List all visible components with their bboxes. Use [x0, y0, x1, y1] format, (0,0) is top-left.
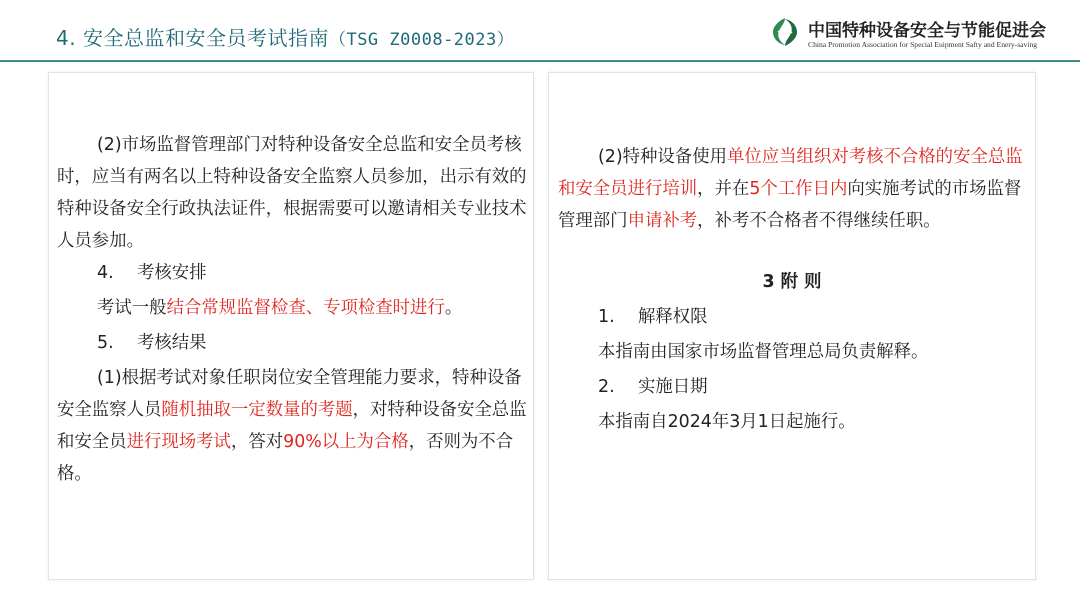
highlight-text: 进行现场考试 [126, 432, 231, 452]
text-segment: ，否则为不合格。 [57, 432, 514, 484]
retraining-paragraph [558, 141, 1028, 237]
list-item-exam-result [97, 327, 517, 359]
section-heading: 3 附 则 [762, 272, 822, 292]
highlight-text: 随机抽取一定数量的考题 [161, 400, 353, 420]
list-item-interpretation [598, 301, 1018, 333]
title-code: （TSG Z0008-2023） [328, 30, 515, 50]
exam-personnel-paragraph: (2)市场监督管理部门对特种设备安全总监和安全员考核时，应当有两名以上特种设备安全监察人员参加，出示有效的特种设备安全行政执法证件，根据需要可以邀请相关专业技术人员参加。 [57, 135, 527, 251]
text-segment: 向实施考试的市场监督管理部门 [558, 179, 1022, 231]
highlight-text: 90%以上为合格 [283, 432, 409, 452]
exam-arrangement-text [97, 292, 527, 324]
text-segment: 。 [444, 298, 463, 318]
text-segment: ，并在 [697, 179, 750, 199]
text-segment: (2)特种设备使用 [598, 147, 727, 167]
text-segment: (1)根据考试对象任职岗位安全管理能力要求，特种设备安全监察人员 [57, 368, 522, 420]
interpretation-text: 本指南由国家市场监督管理总局负责解释。 [598, 342, 929, 362]
list-number: 4. [97, 263, 114, 283]
list-label: 考核结果 [137, 333, 207, 353]
list-item-effective-date [598, 371, 1018, 403]
text-segment: ，对特种设备安全总监和安全员 [57, 400, 527, 452]
left-content-card [48, 72, 534, 580]
logo-emblem-icon [768, 16, 802, 48]
page-title [56, 22, 514, 51]
logo-english-name: China Promotion Association for Special Euipment Safty and Enery-saving [808, 40, 1038, 49]
highlight-text: 5个工作日内 [749, 179, 848, 199]
highlight-text: 单位应当组织对考核不合格的安全总监和安全员进行培训 [558, 147, 1023, 199]
list-number: 5. [97, 333, 114, 353]
exam-result-paragraph [57, 362, 527, 490]
header-divider [0, 60, 1080, 62]
list-number: 2. [598, 377, 615, 397]
list-label: 解释权限 [638, 307, 708, 327]
effective-date-text: 本指南自2024年3月1日起施行。 [598, 412, 856, 432]
highlight-text: 结合常规监督检查、专项检查时进行 [166, 298, 445, 318]
text-segment: ，答对 [230, 432, 284, 452]
list-item-exam-arrangement [97, 257, 517, 289]
logo-chinese-name: 中国特种设备安全与节能促进会 [808, 21, 1046, 41]
list-label: 实施日期 [638, 377, 708, 397]
right-content-card [548, 72, 1036, 580]
text-segment: 考试一般 [97, 298, 167, 318]
association-logo [768, 14, 1058, 54]
title-text: 4. 安全总监和安全员考试指南 [56, 26, 329, 50]
list-number: 1. [598, 307, 615, 327]
header [0, 0, 1080, 64]
highlight-text: 申请补考 [627, 211, 698, 231]
list-label: 考核安排 [137, 263, 207, 283]
text-segment: ，补考不合格者不得继续任职。 [697, 211, 941, 231]
